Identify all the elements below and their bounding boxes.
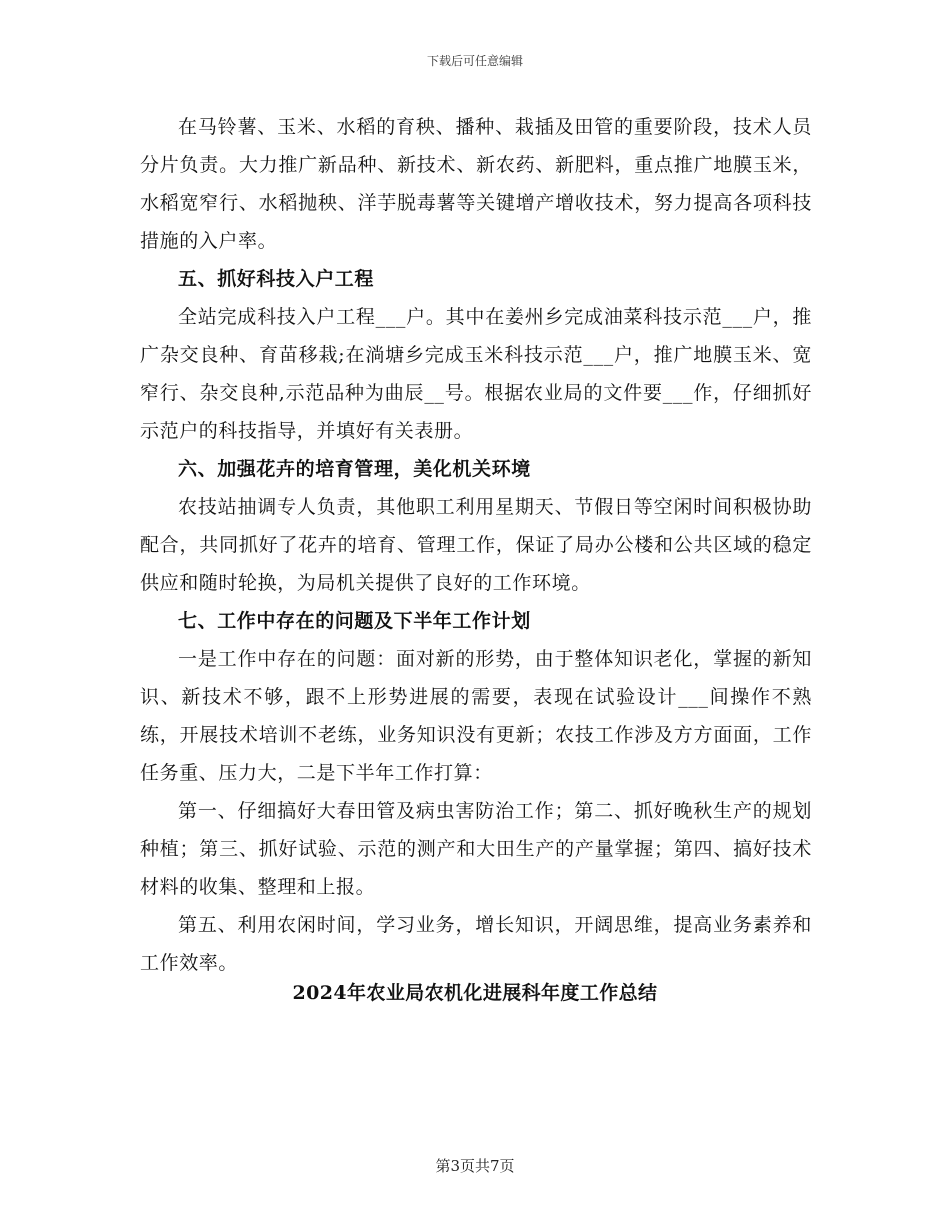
next-document-title: 2024年农业局农机化进展科年度工作总结	[292, 982, 658, 1004]
page-header: 下载后可任意编辑	[426, 54, 523, 68]
paragraph-flowers: 农技站抽调专人负责，其他职工利用星期天、节假日等空闲时间积极协助配合，共同抓好了花卉的培育、管理工作，保证了局办公楼和公共区域的稳定供应和随时轮换，为局机关提供了良好的工作环境。	[140, 496, 812, 594]
paragraph-plan-5: 第五、利用农闲时间，学习业务，增长知识，开阔思维，提高业务素养和工作效率。	[140, 914, 812, 974]
document-body	[140, 108, 812, 982]
paragraph-plan-1-4: 第一、仔细搞好大春田管及病虫害防治工作；第二、抓好晚秋生产的规划种植；第三、抓好试验、示范的测产和大田生产的产量掌握；第四、搞好技术材料的收集、整理和上报。	[140, 800, 812, 898]
page-number: 第3页共7页	[435, 1157, 515, 1175]
paragraph-tech-households: 全站完成科技入户工程___户。其中在姜州乡完成油菜科技示范___户，推广杂交良种、育苗移栽;在淌塘乡完成玉米科技示范___户，推广地膜玉米、宽窄行、杂交良种,示范品种为曲辰__号。根据农业局的文件要___作，仔细抓好示范户的科技指导，并填好有关表册。	[140, 306, 812, 442]
paragraph-problems: 一是工作中存在的问题：面对新的形势，由于整体知识老化，掌握的新知识、新技术不够，跟不上形势进展的需要，表现在试验设计___间操作不熟练，开展技术培训不老练，业务知识没有更新；农技工作涉及方方面面，工作任务重、压力大，二是下半年工作打算：	[140, 648, 812, 784]
section-heading-5: 五、抓好科技入户工程	[178, 268, 375, 290]
section-heading-7: 七、工作中存在的问题及下半年工作计划	[178, 610, 531, 632]
paragraph-promotion: 在马铃薯、玉米、水稻的育秧、播种、栽插及田管的重要阶段，技术人员分片负责。大力推广新品种、新技术、新农药、新肥料，重点推广地膜玉米，水稻宽窄行、水稻抛秧、洋芋脱毒薯等关键增产增收技术，努力提高各项科技措施的入户率。	[140, 116, 812, 252]
section-heading-6: 六、加强花卉的培育管理，美化机关环境	[178, 458, 531, 480]
